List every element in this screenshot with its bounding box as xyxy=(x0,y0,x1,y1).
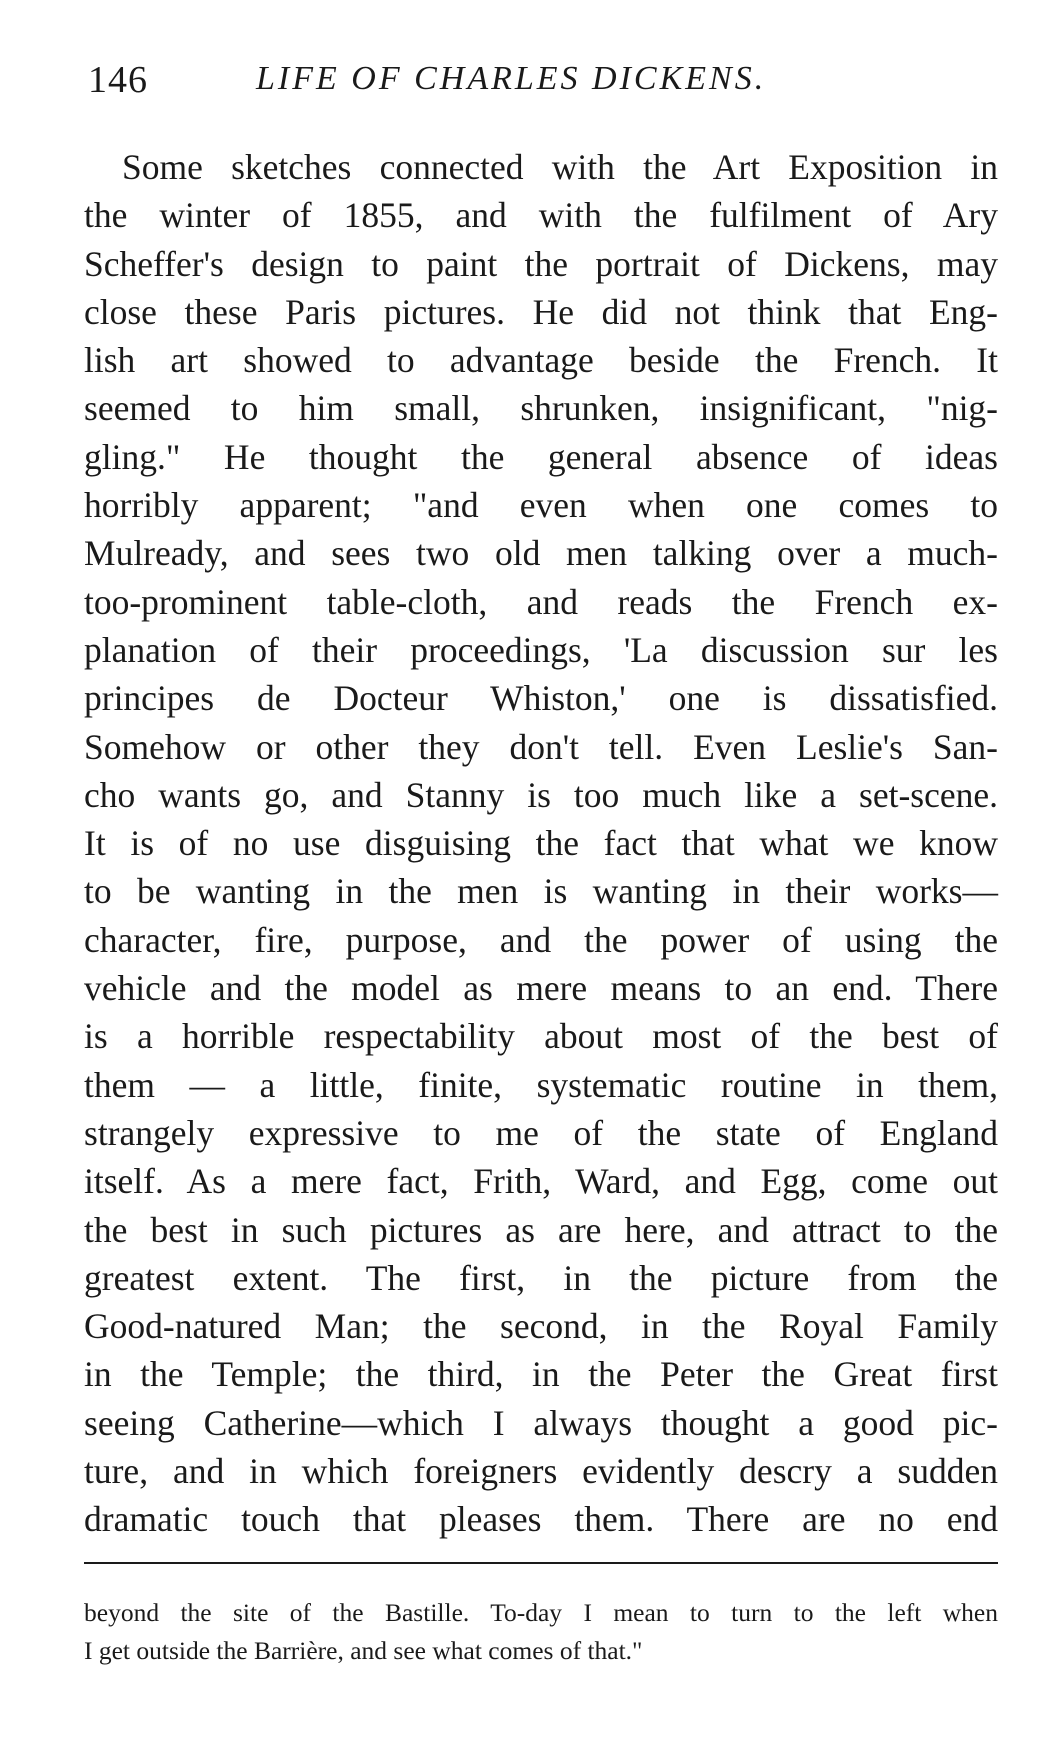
text-line: Somehow or other they don't tell. Even Leslie's San- xyxy=(84,726,998,767)
text-line: strangely expressive to me of the state of England xyxy=(84,1112,998,1153)
text-line: the winter of 1855, and with the fulfilment of Ary xyxy=(84,195,998,236)
text-line: lish art showed to advantage beside the French. It xyxy=(84,340,998,381)
text-line: Good-natured Man; the second, in the Royal Family xyxy=(84,1306,998,1347)
text-line: planation of their proceedings, 'La discussion sur les xyxy=(84,629,998,670)
text-line: itself. As a mere fact, Frith, Ward, and Egg, come out xyxy=(84,1161,998,1202)
text-line: gling." He thought the general absence of ideas xyxy=(84,436,998,477)
text-line: seeing Catherine—which I always thought a good pic- xyxy=(84,1402,998,1443)
footnote-line: beyond the site of the Bastille. To-day I mean to turn to the left when xyxy=(84,1598,998,1627)
text-line: It is of no use disguising the fact that what we know xyxy=(84,823,998,864)
text-line: close these Paris pictures. He did not think that Eng- xyxy=(84,291,998,332)
text-line: ture, and in which foreigners evidently descry a sudden xyxy=(84,1451,998,1492)
text-line: to be wanting in the men is wanting in their works— xyxy=(84,871,998,912)
footnote-divider xyxy=(84,1562,998,1564)
page-header xyxy=(88,58,988,108)
text-line: seemed to him small, shrunken, insignificant, "nig- xyxy=(84,388,998,429)
text-line: the best in such pictures as are here, and attract to the xyxy=(84,1209,998,1250)
text-line: Scheffer's design to paint the portrait of Dickens, may xyxy=(84,243,998,284)
footnote-line: I get outside the Barrière, and see what comes of that." xyxy=(84,1636,643,1665)
text-line: in the Temple; the third, in the Peter the Great first xyxy=(84,1354,998,1395)
text-line: principes de Docteur Whiston,' one is dissatisfied. xyxy=(84,678,998,719)
text-line: Mulready, and sees two old men talking over a much- xyxy=(84,533,998,574)
running-title: LIFE OF CHARLES DICKENS. xyxy=(256,60,767,97)
text-line: character, fire, purpose, and the power of using the xyxy=(84,919,998,960)
page-number: 146 xyxy=(88,59,148,101)
text-line: cho wants go, and Stanny is too much like a set-scene. xyxy=(84,774,998,815)
text-line: them — a little, finite, systematic routine in them, xyxy=(84,1064,998,1105)
text-line: greatest extent. The first, in the picture from the xyxy=(84,1257,998,1298)
text-line: is a horrible respectability about most of the best of xyxy=(84,1016,998,1057)
text-line: too-prominent table-cloth, and reads the French ex- xyxy=(84,581,998,622)
text-line: Some sketches connected with the Art Exposition in xyxy=(122,147,998,187)
body-text xyxy=(84,143,998,1544)
text-line: vehicle and the model as mere means to an end. There xyxy=(84,968,998,1009)
footnote xyxy=(84,1594,998,1670)
text-line: horribly apparent; "and even when one comes to xyxy=(84,485,998,526)
text-line: dramatic touch that pleases them. There are no end xyxy=(84,1499,998,1540)
